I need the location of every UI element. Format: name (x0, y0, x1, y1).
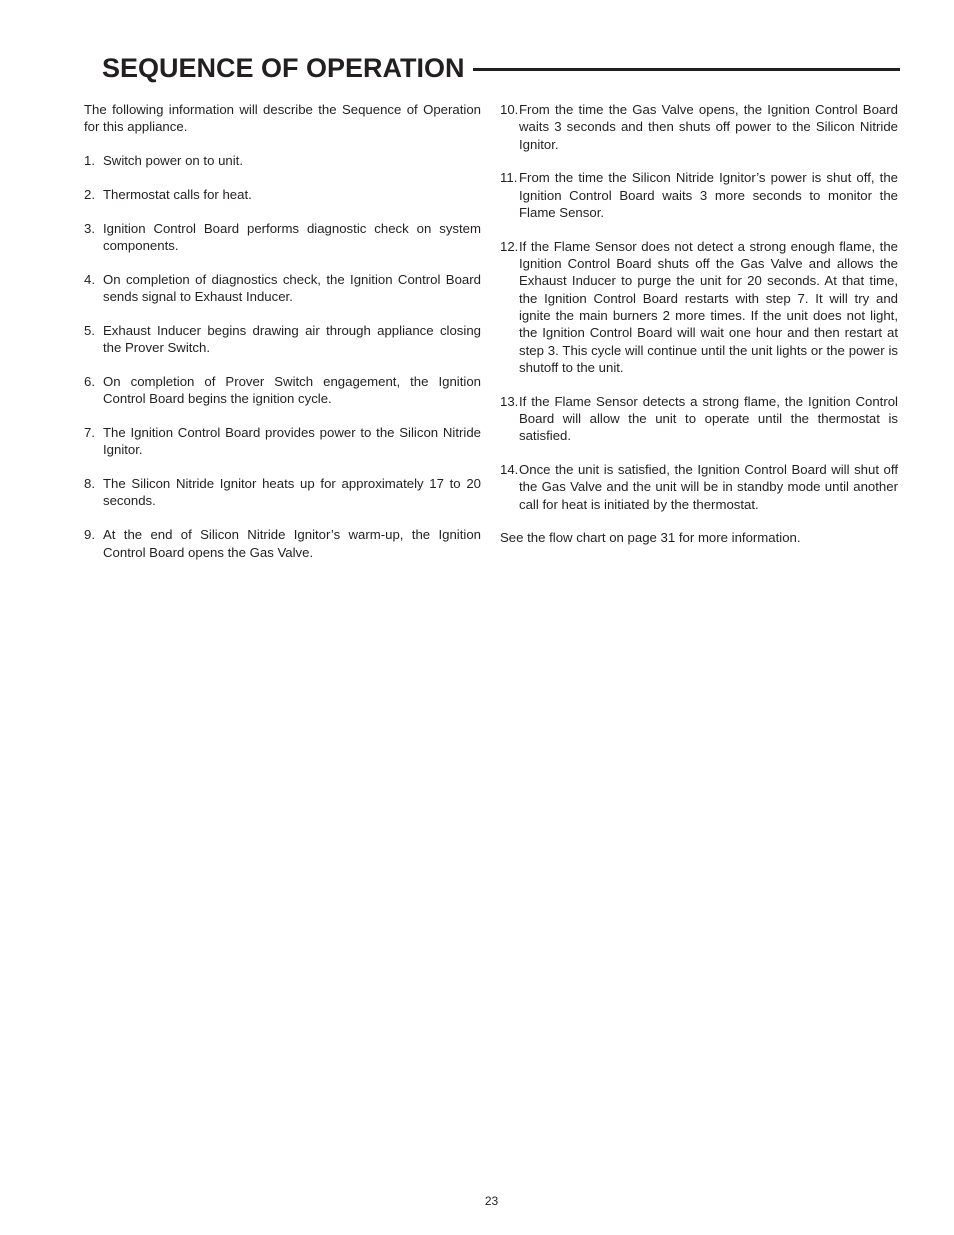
step-text: On completion of Prover Switch engagement, the Ignition Control Board begins the ignition cycle. (103, 373, 481, 407)
step-number: 5. (84, 322, 95, 338)
step-number: 3. (84, 220, 95, 236)
page-header (102, 50, 900, 86)
step-number: 1. (84, 153, 95, 169)
step-text: Switch power on to unit. (103, 153, 244, 169)
step-item (500, 238, 898, 376)
step-item (84, 475, 481, 510)
step-text: If the Flame Sensor detects a strong flame, the Ignition Control Board will allow the unit to operate until the thermostat is satisfied. (519, 393, 898, 444)
step-text: On completion of diagnostics check, the Ignition Control Board sends signal to Exhaust Inducer. (103, 271, 481, 305)
right-steps-list (500, 101, 898, 513)
step-number: 2. (84, 186, 95, 202)
step-number: 13. (500, 393, 519, 409)
step-item (500, 461, 898, 513)
step-text: Thermostat calls for heat. (103, 186, 252, 202)
page-number: 23 (484, 1194, 499, 1208)
intro-paragraph: The following information will describe the Sequence of Operation for this appliance. (84, 102, 481, 135)
step-text: Once the unit is satisfied, the Ignition Control Board will shut off the Gas Valve and the unit will be in standby mode until another call for heat is initiated by the thermostat. (519, 462, 898, 512)
step-text: From the time the Gas Valve opens, the Ignition Control Board waits 3 seconds and then shuts off power to the Silicon Nitride Ignitor. (519, 102, 898, 152)
step-number: 10. (500, 102, 519, 117)
left-column (84, 101, 481, 577)
step-text: Ignition Control Board performs diagnostic check on system components. (103, 220, 481, 253)
step-number: 11. (500, 170, 518, 186)
step-text: Exhaust Inducer begins drawing air through appliance closing the Prover Switch. (103, 322, 481, 356)
step-item (84, 322, 481, 357)
step-number: 7. (84, 425, 95, 441)
step-item (84, 526, 481, 561)
title-rule (473, 68, 900, 71)
step-text: The Ignition Control Board provides power to the Silicon Nitride Ignitor. (103, 425, 481, 458)
step-text: The Silicon Nitride Ignitor heats up for approximately 17 to 20 seconds. (103, 476, 481, 509)
step-item (500, 169, 898, 221)
step-text: If the Flame Sensor does not detect a strong enough flame, the Ignition Control Board shuts off the Gas Valve and allows the Exhaust Inducer to purge the unit for 20 seconds. At that time, the Ignition Control Board restarts with step 7. It will try and ignite the main burners 2 more times. If the unit does not light, the Ignition Control Board will wait one hour and then restart at step 3. This cycle will continue until the unit lights or the power is shutoff to the unit. (519, 238, 898, 375)
step-text: From the time the Silicon Nitride Ignitor’s power is shut off, the Ignition Control Board waits 3 more seconds to monitor the Flame Sensor. (519, 170, 898, 220)
step-item (500, 101, 898, 153)
right-column (500, 101, 898, 563)
step-item (84, 424, 481, 459)
step-number: 12. (500, 238, 519, 254)
closing-paragraph: See the flow chart on page 31 for more information. (500, 530, 801, 546)
step-item (84, 220, 481, 255)
step-number: 9. (84, 527, 95, 543)
step-item (500, 393, 898, 445)
page-title: SEQUENCE OF OPERATION (102, 53, 465, 83)
step-number: 4. (84, 271, 95, 287)
step-number: 14. (500, 462, 519, 478)
step-number: 6. (84, 373, 95, 389)
step-item (84, 186, 481, 203)
step-text: At the end of Silicon Nitride Ignitor’s warm-up, the Ignition Control Board opens the Gas Valve. (103, 527, 481, 560)
step-item (84, 373, 481, 408)
left-steps-list (84, 152, 481, 561)
step-number: 8. (84, 476, 95, 492)
step-item (84, 271, 481, 306)
step-item (84, 152, 481, 169)
